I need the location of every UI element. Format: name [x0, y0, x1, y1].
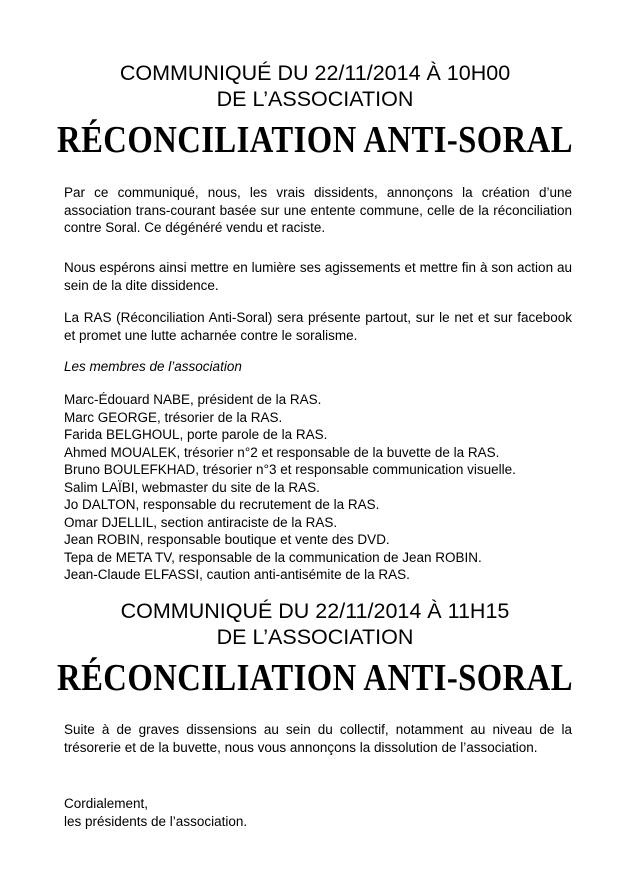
member-item: Salim LAÏBI, webmaster du site de la RAS. [64, 479, 320, 495]
communique-2-date-line: COMMUNIQUÉ DU 22/11/2014 À 11H15 [120, 599, 510, 623]
communique-1-paragraph-3: La RAS (Réconciliation Anti-Soral) sera présente partout, sur le net et sur facebook et promet une lutte acharnée contre le soralisme. [64, 310, 572, 343]
member-item: Jean-Claude ELFASSI, caution anti-antisémite de la RAS. [64, 567, 410, 582]
member-item: Farida BELGHOUL, porte parole de la RAS. [64, 427, 328, 442]
member-item: Tepa de META TV, responsable de la communication de Jean ROBIN. [64, 549, 482, 565]
communique-1-paragraph-2: Nous espérons ainsi mettre en lumière ses agissements et mettre fin à son action au sein de la dite dissidence. [64, 260, 572, 293]
member-item: Omar DJELLIL, section antiraciste de la RAS. [64, 514, 338, 530]
closing-salutation: Cordialement, [64, 796, 149, 811]
communique-2-header [0, 598, 630, 700]
communique-1-header [0, 60, 630, 162]
closing-signature: les présidents de l’association. [64, 813, 248, 829]
member-item: Jo DALTON, responsable du recrutement de la RAS. [64, 497, 380, 512]
member-item: Ahmed MOUALEK, trésorier n°2 et responsable de la buvette de la RAS. [64, 444, 500, 460]
member-item: Bruno BOULEFKHAD, trésorier n°3 et responsable communication visuelle. [64, 462, 516, 477]
communique-1-paragraph-1: Par ce communiqué, nous, les vrais dissidents, annonçons la création d’une association trans-courant basée sur une entente commune, celle de la réconciliation contre Soral. Ce dégénéré vendu et raciste. [64, 185, 572, 235]
member-item: Marc-Édouard NABE, président de la RAS. [64, 392, 322, 407]
communique-2-paragraph-1: Suite à de graves dissensions au sein du collectif, notamment au niveau de la trésorerie et de la buvette, nous vous annonçons la dissolution de l’association. [64, 722, 572, 755]
member-item: Marc GEORGE, trésorier de la RAS. [64, 409, 283, 425]
communique-2-association-line: DE L’ASSOCIATION [216, 625, 414, 649]
closing-block [64, 795, 572, 830]
member-item: Jean ROBIN, responsable boutique et vente des DVD. [64, 532, 390, 547]
communique-2-association-name: RÉCONCILIATION ANTI-SORAL [57, 657, 573, 699]
communique-1-association-line: DE L’ASSOCIATION [216, 87, 414, 111]
members-heading: Les membres de l’association [64, 359, 242, 374]
members-list [64, 391, 572, 584]
communique-1-date-line: COMMUNIQUÉ DU 22/11/2014 À 10H00 [119, 61, 511, 85]
communique-1-association-name: RÉCONCILIATION ANTI-SORAL [57, 119, 573, 161]
